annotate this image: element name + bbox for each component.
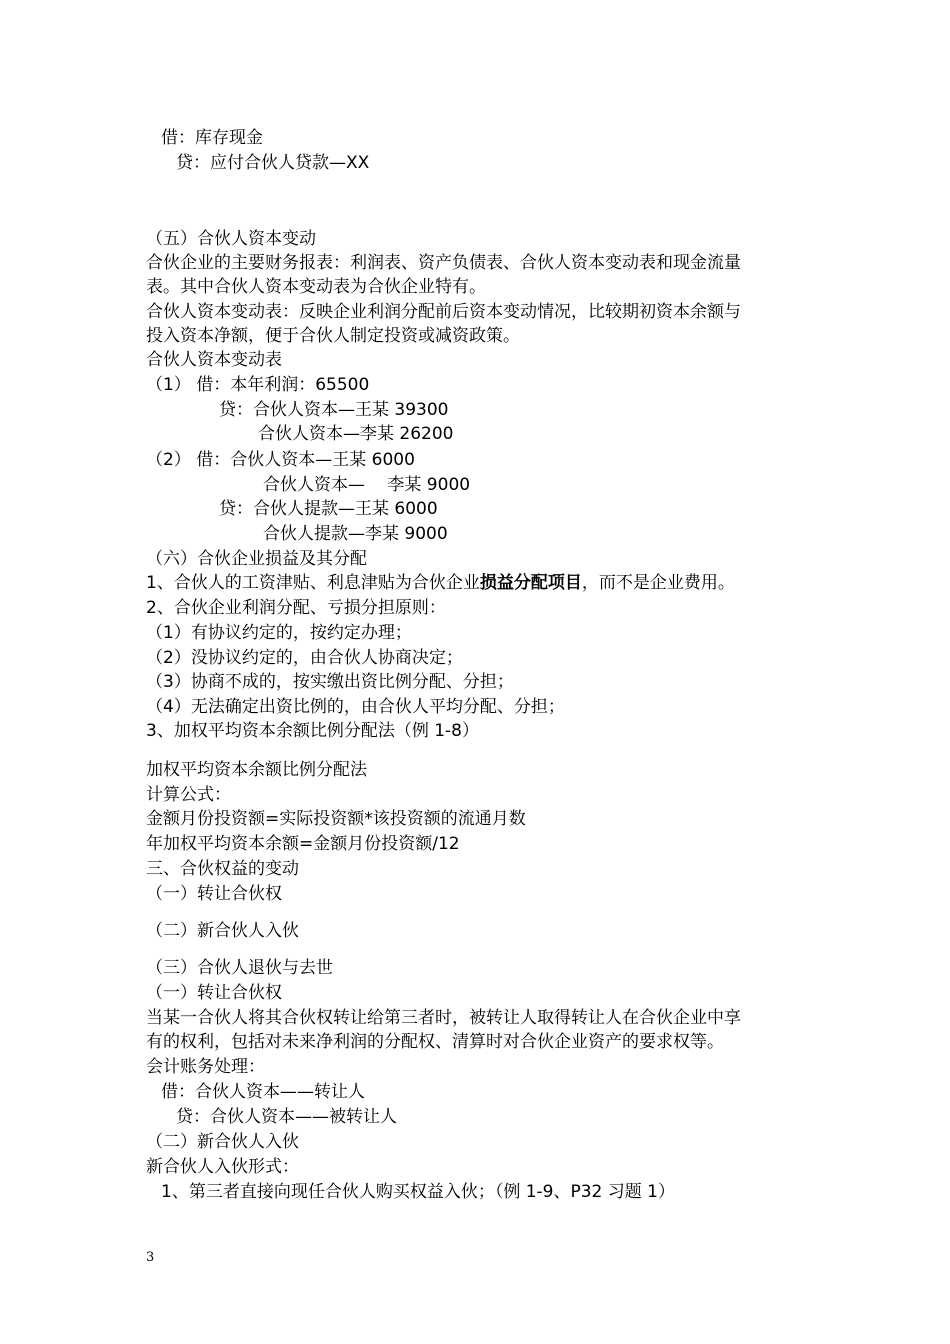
text-line: （1）有协议约定的，按约定办理； [146,623,412,643]
section-heading: 三、合伙权益的变动 [146,859,299,879]
section-heading: （五）合伙人资本变动 [146,229,316,249]
text-line: 加权平均资本余额比例分配法 [146,760,367,780]
bold-term: 损益分配项目 [479,573,582,593]
text-line: 有的权利，包括对未来净利润的分配权、清算时对合伙企业资产的要求权等。 [146,1032,724,1052]
text-line: （3）协商不成的，按实缴出资比例分配、分担； [146,672,514,692]
text-line: （二）新合伙人入伙 [146,921,299,941]
text-line: （1） 借：本年利润：65500 [146,375,370,395]
text-line: 合伙人资本—李某 26200 [258,424,454,444]
text-line: 借：合伙人资本——转让人 [161,1082,365,1102]
text-line: 贷：应付合伙人贷款—XX [176,153,370,173]
text-line: 合伙企业的主要财务报表：利润表、资产负债表、合伙人资本变动表和现金流量 [146,253,741,273]
text-line: 贷：合伙人资本—王某 39300 [219,400,449,420]
text-line: （2） 借：合伙人资本—王某 6000 [146,450,415,470]
text-line: （三）合伙人退伙与去世 [146,958,333,978]
text-line: 新合伙人入伙形式： [146,1157,299,1177]
text-line: （一）转让合伙权 [146,884,282,904]
text-line: 借：库存现金 [161,128,263,148]
text-line: （2）没协议约定的，由合伙人协商决定； [146,648,463,668]
text-line: 年加权平均资本余额=金额月份投资额/12 [146,834,460,854]
text-line: 2、合伙企业利润分配、亏损分担原则： [146,598,446,618]
text-line: 合伙人提款—李某 9000 [263,524,448,544]
text-line: 3、加权平均资本余额比例分配法（例 1-8） [146,721,479,741]
text-line: 计算公式： [146,785,231,805]
text-line: 表。其中合伙人资本变动表为合伙企业特有。 [146,277,486,297]
text-line: 投入资本净额，便于合伙人制定投资或减资政策。 [146,326,520,346]
page-number: 3 [146,1250,155,1265]
section-heading: （六）合伙企业损益及其分配 [146,549,367,569]
text-line: 贷：合伙人提款—王某 6000 [219,499,438,519]
text-line: 贷：合伙人资本——被转让人 [176,1107,397,1127]
text-line: （一）转让合伙权 [146,983,282,1003]
text-span: 1、合伙人的工资津贴、利息津贴为合伙企业 [146,573,480,593]
text-line: 合伙人资本— 李某 9000 [263,475,471,495]
text-line [146,571,735,595]
text-line: 会计账务处理： [146,1057,265,1077]
text-line: 金额月份投资额=实际投资额*该投资额的流通月数 [146,809,526,829]
text-line: （4）无法确定出资比例的，由合伙人平均分配、分担； [146,697,565,717]
text-line: （二）新合伙人入伙 [146,1132,299,1152]
text-line: 1、第三者直接向现任合伙人购买权益入伙；（例 1-9、P32 习题 1） [161,1182,675,1202]
text-line: 当某一合伙人将其合伙权转让给第三者时，被转让人取得转让人在合伙企业中享 [146,1008,741,1028]
text-line: 合伙人资本变动表 [146,350,282,370]
text-span: ，而不是企业费用。 [581,573,735,593]
text-line: 合伙人资本变动表：反映企业利润分配前后资本变动情况，比较期初资本余额与 [146,302,741,322]
